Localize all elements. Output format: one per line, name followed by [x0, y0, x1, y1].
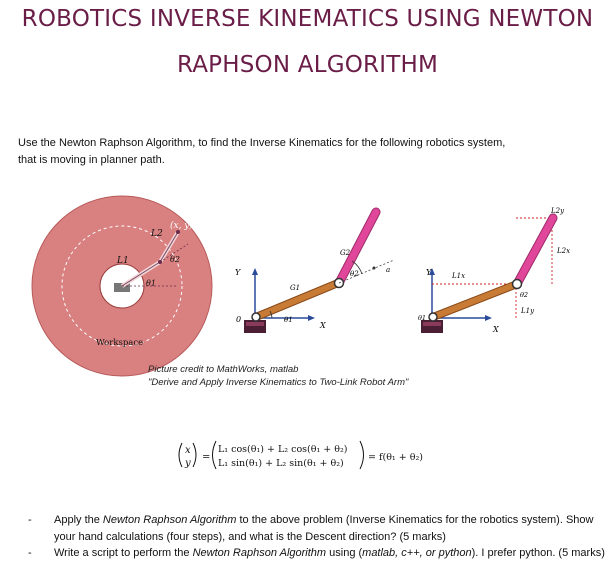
task-2-method: Newton Raphson Algorithm	[192, 547, 327, 559]
arm2-theta2-label: θ2	[520, 291, 529, 299]
rhs-paren-right	[360, 441, 364, 469]
arm2-l2x-label: L2x	[557, 247, 571, 255]
lhs-paren-left	[179, 443, 182, 467]
arm1-x-arrow	[308, 315, 315, 321]
arm1-x-label: X	[320, 321, 326, 330]
arm2-link2	[517, 218, 553, 284]
arm2-joint-base	[429, 313, 437, 321]
equation-equals: =	[202, 452, 211, 463]
task-2-text-b: using (	[326, 547, 363, 559]
arm2-base-top	[423, 322, 441, 326]
task-1-text-a: Apply the	[54, 514, 103, 526]
workspace-l2-label: L2	[151, 229, 163, 239]
equation-rhs: = f(θ₁ + θ₂)	[368, 452, 423, 463]
lhs-x: x	[185, 445, 191, 456]
lhs-paren-right	[193, 443, 196, 467]
title-line-1: ROBOTICS INVERSE KINEMATICS USING NEWTON	[21, 6, 594, 32]
equation-row-1: L₁ cos(θ₁) + L₂ cos(θ₁ + θ₂)	[218, 444, 348, 455]
intro-line-2: that is moving in planner path.	[18, 154, 165, 166]
bullet-dash: -	[28, 547, 32, 559]
rhs-paren-left	[213, 441, 217, 469]
task-list	[28, 512, 610, 562]
arm1-base-top	[246, 322, 264, 326]
arm2-x-arrow	[485, 315, 492, 321]
lhs-y: y	[185, 458, 191, 469]
task-2-text-a: Write a script to perform the	[54, 547, 193, 559]
arm2-l2y-label: L2y	[551, 207, 565, 215]
intro-line-1: Use the Newton Raphson Algorithm, to find the Inverse Kinematics for the following robotics system,	[18, 137, 506, 149]
arm2-y-label: Y	[426, 268, 432, 277]
task-1-method: Newton Raphson Algorithm	[102, 514, 237, 526]
arm1-g1-label: G1	[290, 284, 301, 292]
arm2-joint-elbow	[513, 280, 522, 289]
arm1-ref-label: a	[386, 266, 391, 274]
arm1-origin-label: 0	[236, 315, 242, 324]
workspace-figure	[32, 196, 212, 376]
arm1-joint-base	[252, 313, 260, 321]
arm2-link1	[433, 284, 517, 317]
arm1-y-label: Y	[235, 268, 241, 277]
workspace-caption: Workspace	[96, 338, 144, 348]
arm1-base	[244, 320, 266, 333]
arm-figure-2	[418, 207, 570, 334]
arm2-l1x-label: L1x	[452, 272, 466, 280]
task-2-languages: matlab, c++, or python	[362, 547, 472, 559]
arm2-x-label: X	[493, 325, 499, 334]
credit-line-1: Picture credit to MathWorks, matlab	[148, 364, 299, 375]
arm2-l1y-label: L1y	[521, 307, 535, 315]
arm1-ref-dot	[373, 267, 376, 270]
task-1-text-b: to the above problem (Inverse Kinematics for the robotics system). Show your hand calculations (four steps), and what is the Descent direction? (5 marks)	[54, 514, 594, 543]
arm1-theta2-label: θ2	[350, 270, 359, 278]
workspace-joint	[158, 260, 162, 264]
credit-line-2: "Derive and Apply Inverse Kinematics to Two-Link Robot Arm"	[148, 377, 409, 388]
arm1-g2-label: G2	[340, 249, 351, 257]
workspace-theta1-label: θ1	[146, 279, 156, 288]
workspace-l1-label: L1	[117, 256, 129, 266]
bullet-dash: -	[28, 514, 32, 526]
task-item-1	[28, 512, 610, 545]
task-item-2	[28, 545, 610, 562]
workspace-theta2-label: θ2	[170, 255, 180, 264]
arm-figure-1	[235, 212, 394, 333]
task-2-text-c: ). I prefer python. (5 marks)	[471, 547, 605, 559]
kinematics-equation	[179, 441, 423, 469]
arm1-theta1-label: θ1	[284, 316, 293, 324]
arm1-y-arrow	[252, 268, 258, 275]
workspace-point-label: (x, y)	[170, 221, 193, 231]
picture-credit	[148, 363, 408, 389]
title-line-2: RAPHSON ALGORITHM	[177, 52, 438, 78]
arm2-theta1-label: θ1	[418, 314, 427, 322]
equation-row-2: L₁ sin(θ₁) + L₂ sin(θ₁ + θ₂)	[218, 458, 344, 469]
